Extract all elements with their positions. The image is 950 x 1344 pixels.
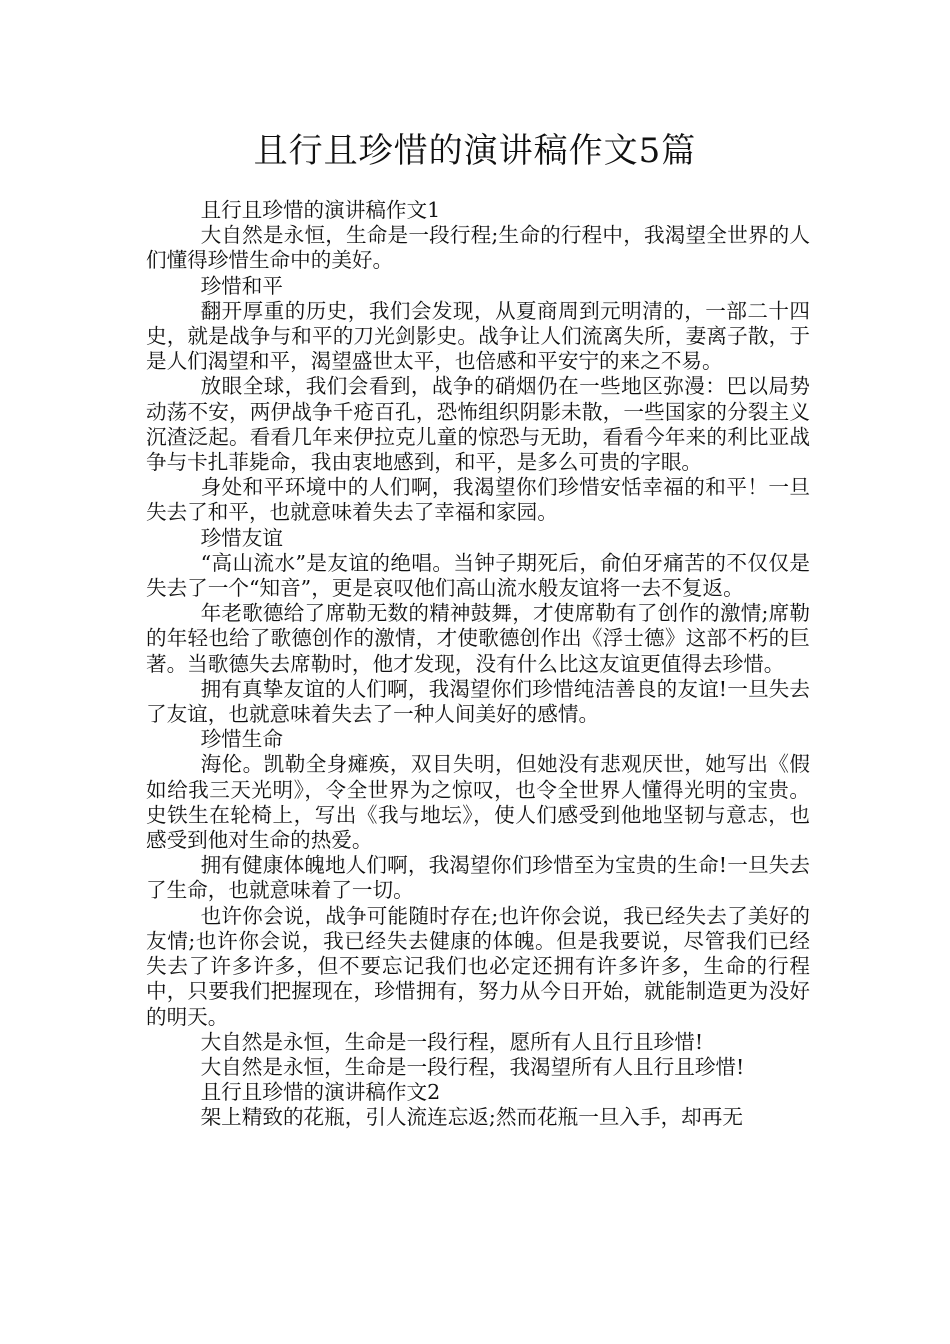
- paragraph: 海伦。凯勒全身瘫痪，双目失明，但她没有悲观厌世，她写出《假如给我三天光明》，令全世界为之惊叹，也令全世界人懂得光明的宝贵。史铁生在轮椅上，写出《我与地坛》，使人们感受到他地坚韧与意志，也感受到他对生命的热爱。: [146, 752, 810, 853]
- paragraph: 大自然是永恒，生命是一段行程，愿所有人且行且珍惜!: [200, 1029, 704, 1054]
- document-title: 且行且珍惜的演讲稿作文5篇: [253, 131, 697, 171]
- paragraph: 大自然是永恒，生命是一段行程，我渴望所有人且行且珍惜!: [200, 1054, 745, 1079]
- paragraph: 年老歌德给了席勒无数的精神鼓舞，才使席勒有了创作的激情;席勒的年轻也给了歌德创作的激情，才使歌德创作出《浮士德》这部不朽的巨著。当歌德失去席勒时，他才发现，没有什么比这友谊更值得去珍惜。: [146, 601, 810, 676]
- subheading: 珍惜友谊: [200, 525, 283, 550]
- paragraph: “高山流水”是友谊的绝唱。当钟子期死后，俞伯牙痛苦的不仅仅是失去了一个“知音”，更是哀叹他们高山流水般友谊将一去不复返。: [146, 550, 810, 601]
- paragraph: 放眼全球，我们会看到，战争的硝烟仍在一些地区弥漫：巴以局势动荡不安，两伊战争千疮百孔，恐怖组织阴影未散，一些国家的分裂主义沉渣泛起。看看几年来伊拉克儿童的惊恐与无助，看看今年来的利比亚战争与卡扎菲毙命，我由衷地感到，和平，是多么可贵的字眼。: [146, 374, 810, 475]
- section-heading: 且行且珍惜的演讲稿作文2: [200, 1080, 441, 1105]
- paragraph: 也许你会说，战争可能随时存在;也许你会说，我已经失去了美好的友情;也许你会说，我已经失去健康的体魄。但是我要说，尽管我们已经失去了许多许多，但不要忘记我们也必定还拥有许多许多，生命的行程中，只要我们把握现在，珍惜拥有，努力从今日开始，就能制造更为没好的明天。: [146, 903, 810, 1029]
- paragraph: 拥有健康体魄地人们啊，我渴望你们珍惜至为宝贵的生命!一旦失去了生命，也就意味着了一切。: [146, 853, 810, 903]
- section-heading: 且行且珍惜的演讲稿作文1: [200, 198, 441, 222]
- subheading: 珍惜生命: [200, 727, 283, 752]
- paragraph: 身处和平环境中的人们啊，我渴望你们珍惜安恬幸福的和平！一旦失去了和平，也就意味着失去了幸福和家园。: [146, 475, 810, 525]
- subheading: 珍惜和平: [200, 273, 283, 298]
- paragraph: 大自然是永恒，生命是一段行程;生命的行程中，我渴望全世界的人们懂得珍惜生命中的美好。: [146, 223, 810, 273]
- document-body: [146, 198, 810, 1131]
- paragraph: 翻开厚重的历史，我们会发现，从夏商周到元明清的，一部二十四史，就是战争与和平的刀光剑影史。战争让人们流离失所，妻离子散，于是人们渴望和平，渴望盛世太平，也倍感和平安宁的来之不易。: [146, 298, 810, 374]
- paragraph: 架上精致的花瓶，引人流连忘返;然而花瓶一旦入手，却再无: [200, 1105, 743, 1130]
- paragraph: 拥有真挚友谊的人们啊，我渴望你们珍惜纯洁善良的友谊!一旦失去了友谊，也就意味着失去了一种人间美好的感情。: [146, 676, 810, 727]
